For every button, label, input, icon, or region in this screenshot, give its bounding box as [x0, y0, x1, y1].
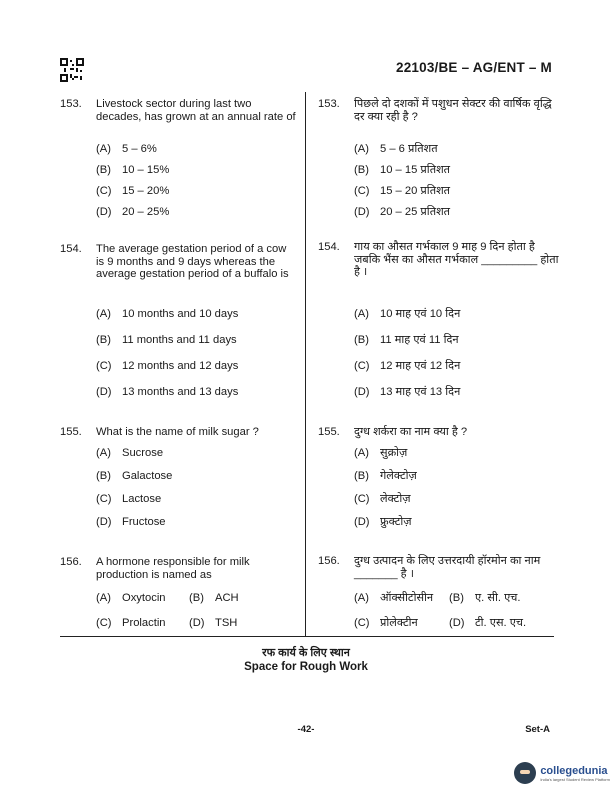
option-d: (D) TSH [189, 617, 238, 629]
logo-tagline: India's largest Student Review Platform [540, 776, 610, 782]
option-d: (D) Fructose [96, 516, 166, 528]
question-number: 155. [60, 426, 82, 438]
rough-work-rule [60, 636, 554, 637]
option-b: (B) 10 – 15 प्रतिशत [354, 164, 451, 176]
question-text: The average gestation period of a cow is 9 months and 9 days whereas the average gestation period of a buffalo is [96, 243, 289, 280]
question-number: 156. [318, 555, 340, 567]
option-b: (B) Galactose [96, 470, 173, 482]
option-a: (A) 5 – 6% [96, 143, 157, 155]
option-d: (D) टी. एस. एच. [449, 617, 527, 629]
column-divider [305, 92, 306, 636]
question-number: 154. [60, 243, 82, 255]
qr-code [60, 58, 84, 82]
option-c: (C) Prolactin [96, 617, 166, 629]
question-text: दुग्ध उत्पादन के लिए उत्तरदायी हॉरमोन का नाम _______ है । [354, 555, 541, 580]
option-d: (D) 20 – 25 प्रतिशत [354, 206, 451, 218]
option-b: (B) ए. सी. एच. [449, 592, 521, 604]
option-b: (B) ACH [189, 592, 239, 604]
option-a: (A) Sucrose [96, 447, 164, 459]
option-a: (A) 10 months and 10 days [96, 308, 239, 320]
option-a: (A) 10 माह एवं 10 दिन [354, 308, 461, 320]
option-d: (D) 13 माह एवं 13 दिन [354, 386, 461, 398]
option-a: (A) Oxytocin [96, 592, 166, 604]
option-d: (D) 13 months and 13 days [96, 386, 239, 398]
question-text: गाय का औसत गर्भकाल 9 माह 9 दिन होता है जबकि भैंस का औसत गर्भकाल _________ होता है । [354, 241, 559, 278]
option-c: (C) लेक्टोज़ [354, 493, 411, 505]
question-text: दुग्ध शर्करा का नाम क्या है ? [354, 426, 468, 438]
logo-name: collegedunia [540, 764, 608, 777]
question-text: Livestock sector during last two decades, has grown at an annual rate of [96, 98, 296, 123]
option-b: (B) 11 माह एवं 11 दिन [354, 334, 459, 346]
option-a: (A) सुक्रोज़ [354, 447, 408, 459]
question-number: 155. [318, 426, 340, 438]
option-d: (D) फ्रुक्टोज़ [354, 516, 412, 528]
option-b: (B) गेलेक्टोज़ [354, 470, 417, 482]
question-number: 153. [318, 98, 340, 110]
question-text: A hormone responsible for milk production is named as [96, 556, 250, 581]
exam-code: 22103/BE – AG/ENT – M [395, 60, 552, 75]
option-c: (C) 12 months and 12 days [96, 360, 239, 372]
option-b: (B) 11 months and 11 days [96, 334, 237, 346]
option-c: (C) 15 – 20 प्रतिशत [354, 185, 451, 197]
rough-work-label-hi: रफ कार्य के लिए स्थान [262, 647, 350, 659]
option-c: (C) 12 माह एवं 12 दिन [354, 360, 461, 372]
set-label: Set-A [525, 724, 550, 735]
question-number: 153. [60, 98, 82, 110]
page-number: -42- [297, 724, 315, 735]
option-a: (A) 5 – 6 प्रतिशत [354, 143, 438, 155]
mascot-icon [514, 762, 536, 784]
option-c: (C) प्रोलेक्टीन [354, 617, 418, 629]
question-text: पिछले दो दशकों में पशुधन सेक्टर की वार्षिक वृद्धि दर क्या रही है ? [354, 98, 552, 123]
option-d: (D) 20 – 25% [96, 206, 170, 218]
option-a: (A) ऑक्सीटोसीन [354, 592, 434, 604]
rough-work-label-en: Space for Rough Work [244, 661, 368, 673]
collegedunia-logo [514, 762, 610, 784]
question-number: 156. [60, 556, 82, 568]
question-text: What is the name of milk sugar ? [96, 426, 259, 438]
option-b: (B) 10 – 15% [96, 164, 170, 176]
option-c: (C) Lactose [96, 493, 162, 505]
option-c: (C) 15 – 20% [96, 185, 170, 197]
question-number: 154. [318, 241, 340, 253]
